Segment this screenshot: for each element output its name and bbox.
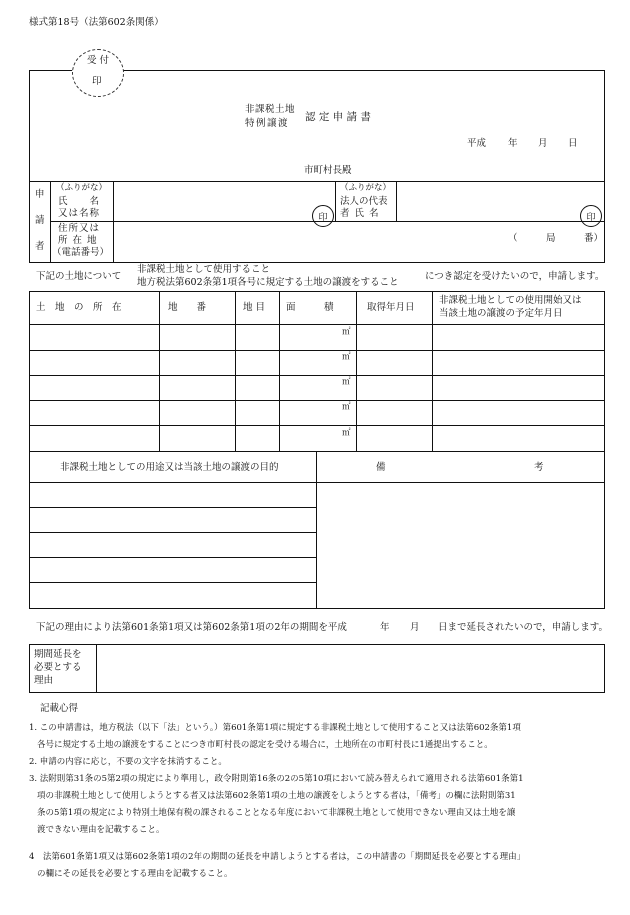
applicant-label-3: 者 xyxy=(35,241,45,252)
reception-label-2: 印 xyxy=(92,76,102,87)
extension-sentence-1: 下記の理由により法第601条第1項又は第602条第1項の2年の期間を平成 xyxy=(36,622,347,633)
land-col-line-5 xyxy=(432,291,433,451)
seal-mark-name: 印 xyxy=(312,205,334,227)
land-row-line-5 xyxy=(29,425,605,426)
remarks-header-2: 考 xyxy=(534,462,544,473)
area-unit: ㎡ xyxy=(342,352,351,362)
land-col-line-2 xyxy=(235,291,236,451)
note-line: の欄にその延長を必要とする理由を記載すること。 xyxy=(37,869,233,879)
purpose-header-line xyxy=(29,482,605,483)
rep-furigana-label: （ふりがな） xyxy=(340,183,392,193)
applicant-top-line xyxy=(29,181,605,182)
extension-month: 月 xyxy=(410,622,420,633)
extension-sentence-2: 日まで延長されたいので，申請します。 xyxy=(438,622,609,633)
seal-mark-rep: 印 xyxy=(580,205,602,227)
date-day: 日 xyxy=(568,138,578,149)
note-line: 3. 法附則第31条の5第2項の規定により準用し，政令附則第16条の2の5第10項において読み替えられて適用される法第601条第1 xyxy=(29,774,524,784)
reception-label-1: 受 付 xyxy=(87,55,110,66)
address-label: 住所又は xyxy=(58,223,101,234)
reason-label-2: 必要とする xyxy=(34,662,82,673)
header-location: 土 地 の 所 在 xyxy=(36,302,122,313)
phone-field: （ 局 番） xyxy=(508,233,604,244)
purpose-row-line-3 xyxy=(29,557,316,558)
note-line: 項の非課税土地として使用しようとする者又は法第602条第1項の土地の譲渡をしようとする者は，「備考」の欄に法附則第31 xyxy=(37,791,516,801)
date-month: 月 xyxy=(538,138,548,149)
header-area: 面 積 xyxy=(286,302,334,313)
note-line: 1. この申請書は，地方税法（以下「法」という。）第601条第1項に規定する非課税土地として使用すること又は法第602条第1項 xyxy=(29,723,521,733)
header-land-category: 地 目 xyxy=(243,302,266,313)
header-start-date-2: 当該土地の譲渡の予定年月日 xyxy=(439,308,563,319)
note-line: 条の5第1項の規定により特別土地保有税の課されることとなる年度において非課税土地として使用できない理由又は土地を譲 xyxy=(37,808,516,818)
header-lot-number: 地 番 xyxy=(168,302,207,313)
purpose-header: 非課税土地としての用途又は当該土地の譲渡の目的 xyxy=(60,462,279,473)
intro-option-2: 地方税法第602条第1項各号に規定する土地の譲渡をすること xyxy=(137,277,399,288)
rep-divider xyxy=(335,181,336,221)
land-col-line-1 xyxy=(159,291,160,451)
land-table xyxy=(29,291,605,609)
note-line: 2. 申請の内容に応じ，不要の文字を抹消すること。 xyxy=(29,757,227,767)
intro-prefix: 下記の土地について xyxy=(36,271,122,282)
form-number: 様式第18号（法第602条関係） xyxy=(29,17,164,28)
area-unit: ㎡ xyxy=(342,377,351,387)
land-row-line-1 xyxy=(29,324,605,325)
land-row-line-4 xyxy=(29,400,605,401)
phone-label: （電話番号） xyxy=(52,247,110,258)
date-year: 年 xyxy=(508,138,518,149)
note-line: 渡できない理由を記載すること。 xyxy=(37,825,165,835)
title-line2: 特例譲渡 xyxy=(245,118,290,129)
area-unit: ㎡ xyxy=(342,327,351,337)
purpose-divider xyxy=(316,451,317,609)
page-title: 認 定 申 請 書 xyxy=(305,111,371,123)
rep-label-divider xyxy=(396,181,397,221)
applicant-divider xyxy=(50,181,51,263)
furigana-label: （ふりがな） xyxy=(56,183,108,193)
remarks-header-1: 備 xyxy=(376,462,386,473)
label-divider xyxy=(113,181,114,263)
extension-reason-box xyxy=(29,644,605,693)
rep-label-2: 者 氏 名 xyxy=(340,208,380,219)
name-label: 氏 名 xyxy=(58,196,101,207)
reason-label-3: 理由 xyxy=(34,675,54,686)
reason-divider xyxy=(96,644,97,693)
land-col-line-3 xyxy=(279,291,280,451)
land-col-line-4 xyxy=(356,291,357,451)
land-row-line-2 xyxy=(29,350,605,351)
note-line: 各号に規定する土地の譲渡をすることにつき市町村長の認定を受ける場合に，土地所在の市町村長に1通提出すること。 xyxy=(37,740,493,750)
land-row-line-3 xyxy=(29,375,605,376)
purpose-row-line-4 xyxy=(29,582,316,583)
applicant-label-1: 申 xyxy=(35,189,45,200)
area-unit: ㎡ xyxy=(342,428,351,438)
purpose-row-line-1 xyxy=(29,507,316,508)
addressee: 市町村長殿 xyxy=(304,165,352,176)
note-line: 4 法第601条第1項又は第602条第1項の2年の期間の延長を申請しようとする者は，この申請書の「期間延長を必要とする理由」 xyxy=(29,852,526,862)
header-acquired-date: 取得年月日 xyxy=(367,302,415,313)
date-era: 平成 xyxy=(467,138,487,149)
name-label-2: 又は名称 xyxy=(58,208,101,219)
area-unit: ㎡ xyxy=(342,402,351,412)
header-start-date: 非課税土地としての使用開始又は xyxy=(439,295,582,306)
address-label-2: 所 在 地 xyxy=(58,235,98,246)
reason-label-1: 期間延長を xyxy=(34,649,82,660)
notes-heading: 記載心得 xyxy=(40,703,79,714)
intro-suffix: につき認定を受けたいので，申請します。 xyxy=(425,271,605,282)
intro-option-1: 非課税土地として使用すること xyxy=(137,264,271,275)
applicant-label-2: 請 xyxy=(35,215,45,226)
reception-stamp xyxy=(72,49,124,97)
rep-label: 法人の代表 xyxy=(340,196,388,207)
title-line1: 非課税土地 xyxy=(245,104,296,115)
extension-year: 年 xyxy=(380,622,390,633)
purpose-row-line-2 xyxy=(29,532,316,533)
land-table-bottom xyxy=(29,451,605,452)
